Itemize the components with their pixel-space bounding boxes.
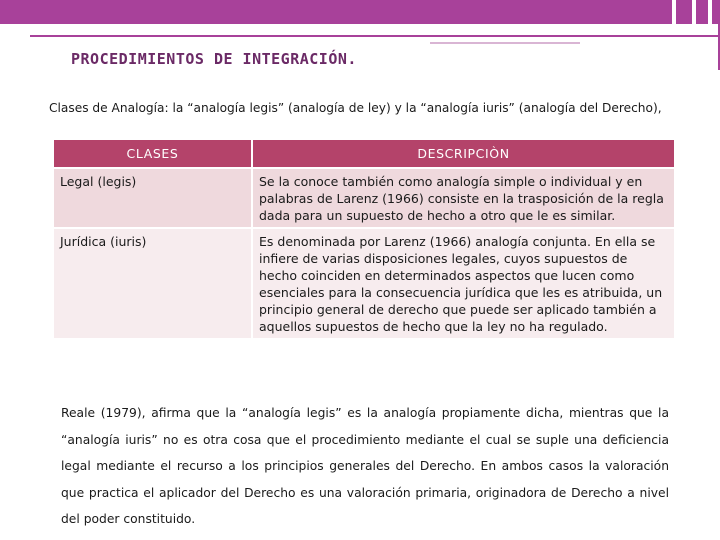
decorative-line: [430, 42, 580, 44]
column-header-descripcion: DESCRIPCIÒN: [253, 140, 674, 167]
intro-text: Clases de Analogía: la “analogía legis” (analogía de ley) y la “analogía iuris” (analogía del Derecho),: [49, 101, 662, 115]
band-divider: [672, 0, 676, 24]
band-divider: [692, 0, 696, 24]
cell-descripcion: Se la conoce también como analogía simple o individual y en palabras de Larenz (1966) consiste en la trasposición de la regla dada para un supuesto de hecho a otro que le es similar.: [253, 169, 674, 227]
table-row: [54, 229, 674, 338]
cell-clase: Jurídica (iuris): [54, 229, 251, 338]
closing-paragraph: Reale (1979), afirma que la “analogía legis” es la analogía propiamente dicha, mientras que la “analogía iuris” no es otra cosa que el procedimiento mediante el cual se suple una deficiencia legal mediante el recurso a los principios generales del Derecho. En ambos casos la valoración que practica el aplicador del Derecho es una valoración primaria, originadora de Derecho a nivel del poder constituido.: [61, 406, 669, 526]
cell-descripcion: Es denominada por Larenz (1966) analogía conjunta. En ella se infiere de varias disposiciones legales, cuyos supuestos de hecho coinciden en determinados aspectos que lucen como esenciales para la consecuencia jurídica que les es atribuida, un principio general de derecho que puede ser aplicado también a aquellos supuestos de hecho que la ley no ha regulado.: [253, 229, 674, 338]
table-header-row: [54, 140, 674, 167]
cell-clase: Legal (legis): [54, 169, 251, 227]
column-header-clases: CLASES: [54, 140, 251, 167]
decorative-line: [30, 35, 720, 37]
analogy-classes-table: [52, 138, 676, 340]
band-divider: [708, 0, 712, 24]
table-row: [54, 169, 674, 227]
page-title: PROCEDIMIENTOS DE INTEGRACIÓN.: [71, 50, 357, 68]
top-decorative-band: [0, 0, 720, 24]
